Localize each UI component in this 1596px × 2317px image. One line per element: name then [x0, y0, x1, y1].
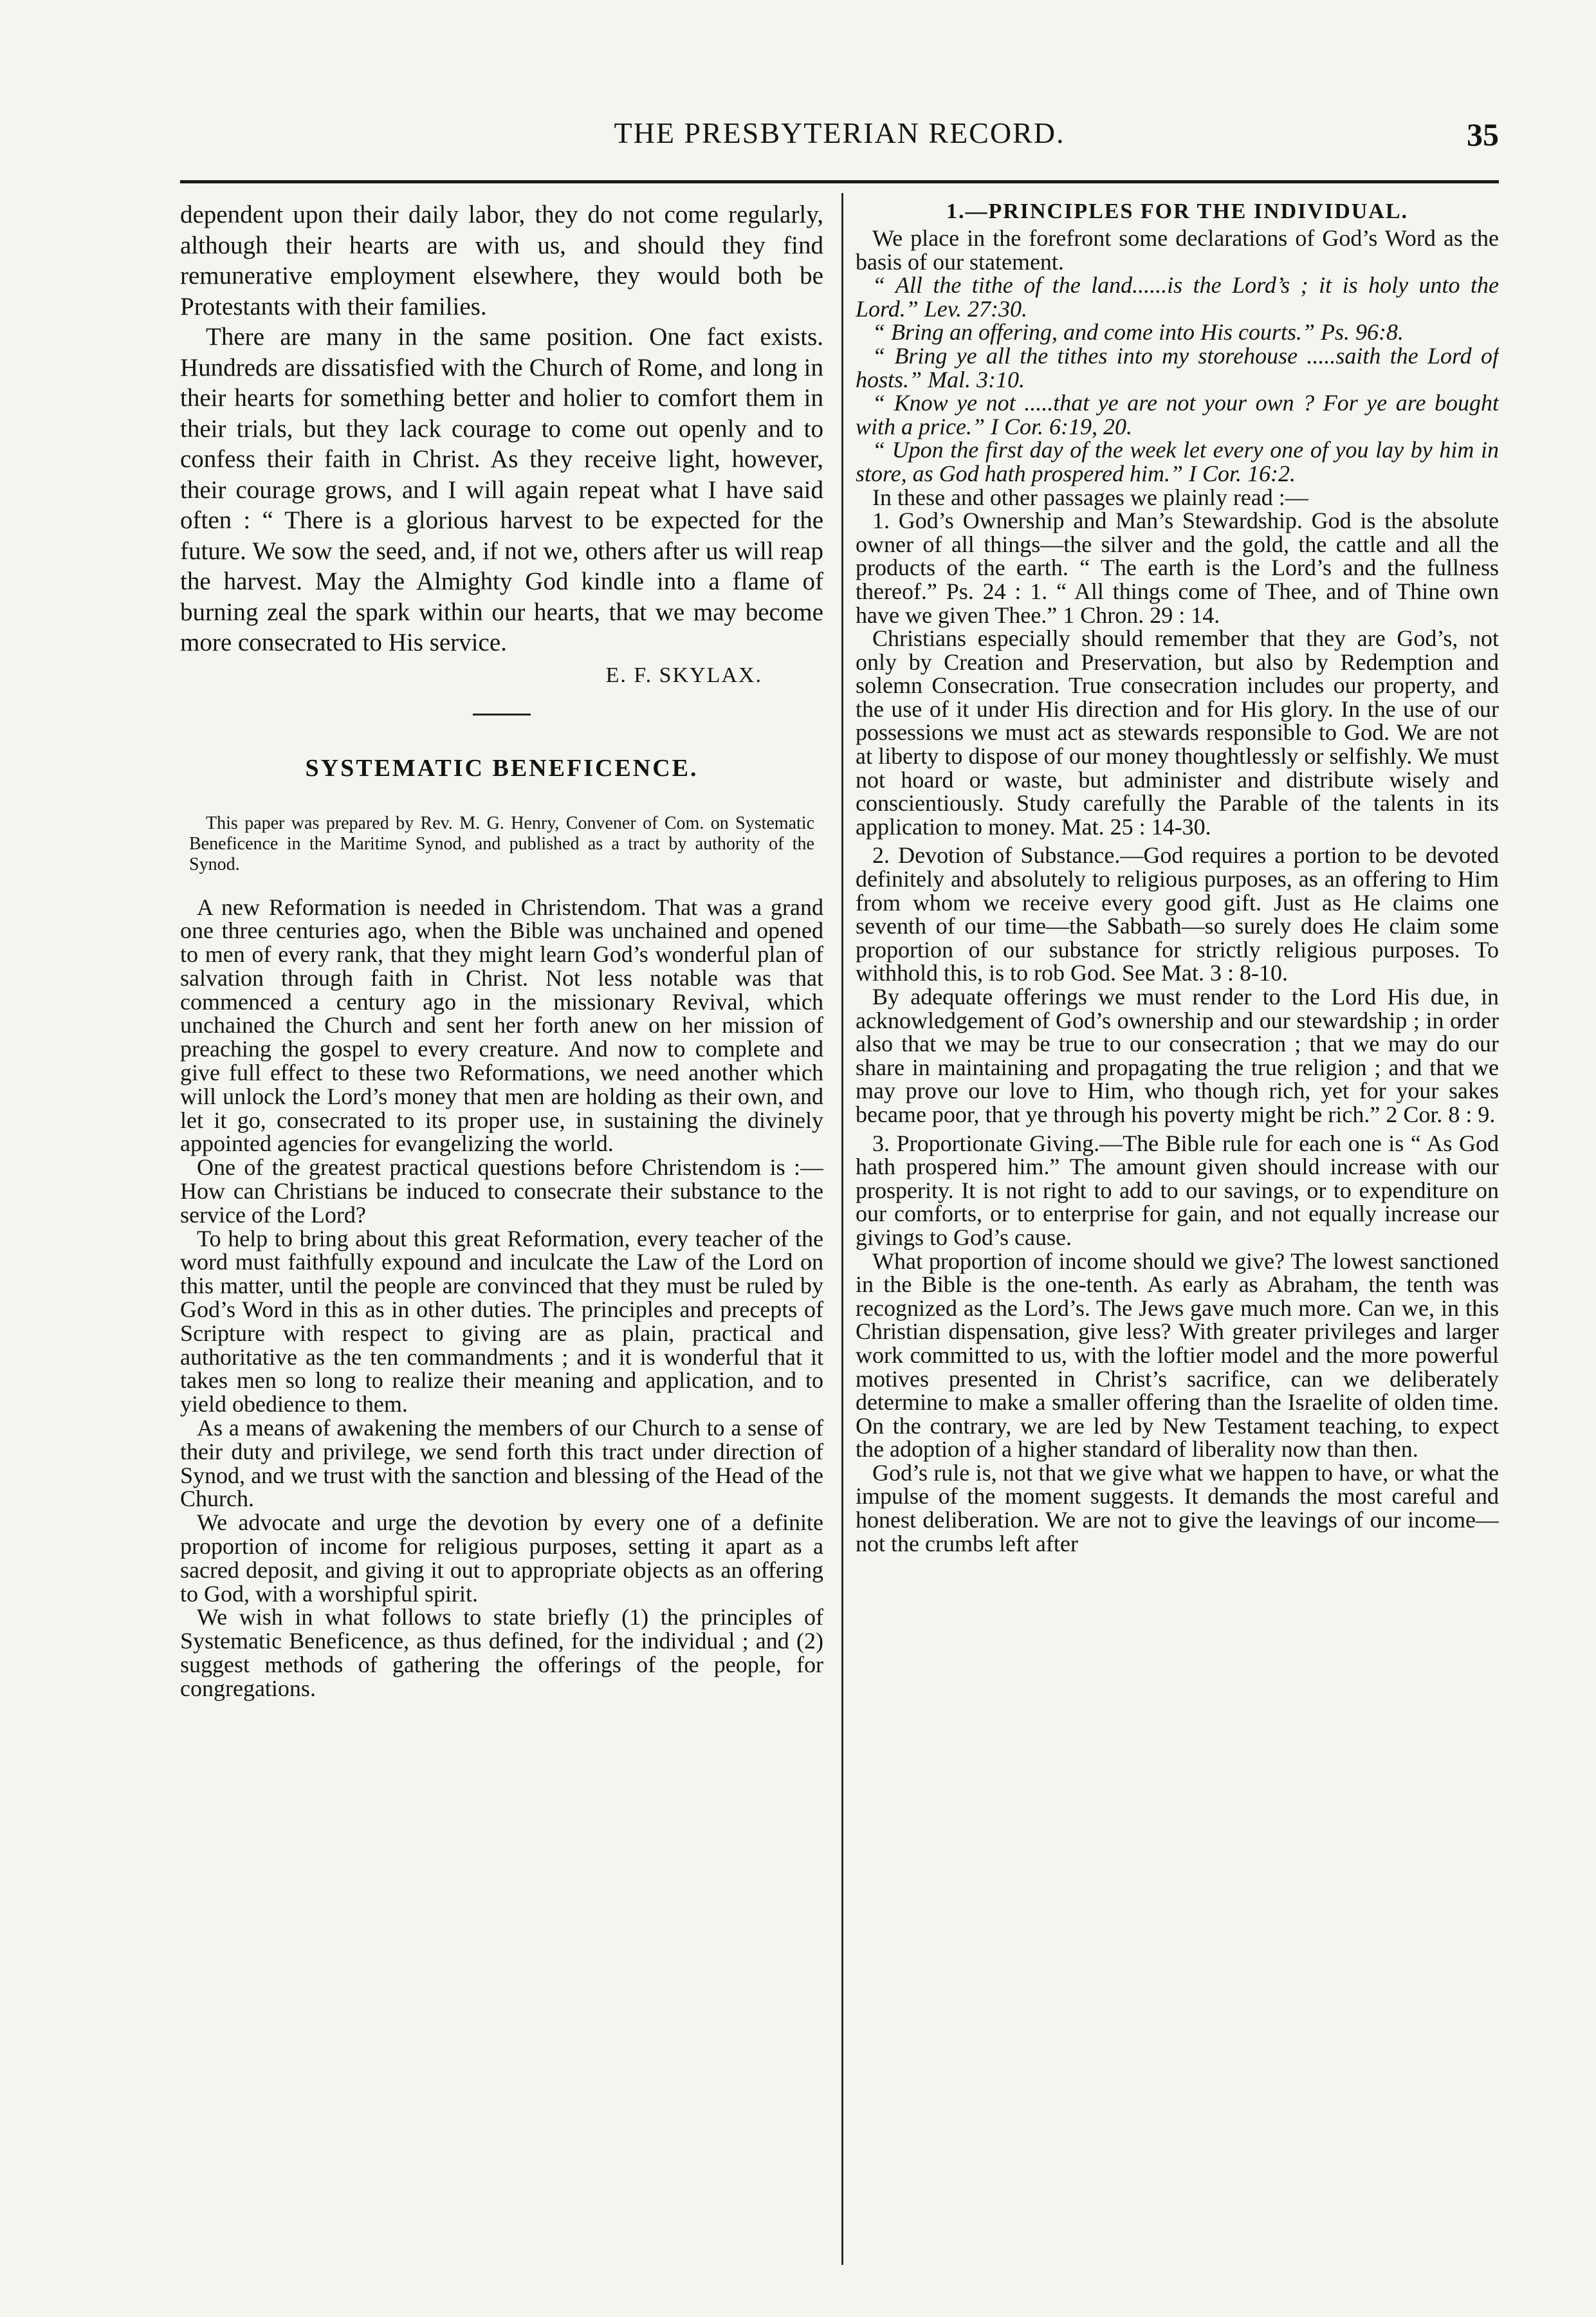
- article-paragraph: One of the greatest practical questions before Christendom is :—How can Christians be induced to consecrate their substance to the service of the Lord?: [180, 1154, 823, 1228]
- editor-note: This paper was prepared by Rev. M. G. Henry, Convener of Com. on Systematic Beneficence in the Maritime Synod, and published as a tract by authority of the Synod.: [189, 813, 814, 874]
- article-paragraph: A new Reformation is needed in Christendom. That was a grand one three centuries ago, when the Bible was unchained and opened to men of every rank, that they might learn God’s wonderful plan of salvation through faith in Christ. Not less notable was that commenced a century ago in the missionary Revival, which unchained the Church and sent her forth anew on her mission of preaching the gospel to every creature. And now to complete and give full effect to these two Reformations, we need another which will unlock the Lord’s money that men are holding as their own, and let it go, consecrated to its proper use, in sustaining the divinely appointed agencies for evangelizing the world.: [180, 894, 823, 1157]
- running-title: THE PRESBYTERIAN RECORD.: [614, 116, 1065, 149]
- subheading-principles: 1.—PRINCIPLES FOR THE INDIVIDUAL.: [946, 199, 1409, 223]
- scripture-quote: “ Upon the first day of the week let every one of you lay by him in store, as God hath prospered him.” I Cor. 16:2.: [856, 437, 1499, 486]
- section-divider: [473, 714, 531, 715]
- body-paragraph: 2. Devotion of Substance.—God requires a portion to be devoted definitely and absolutely to religious purposes, as an offering to Him from whom we receive every good gift. Just as He claims one seventh of our time—the Sabbath—so surely does He claim some proportion of our substance for strictly religious purposes. To withhold this, is to rob God. See Mat. 3 : 8-10.: [856, 842, 1499, 986]
- body-paragraph: 1. God’s Ownership and Man’s Stewardship. God is the absolute owner of all things—the silver and the gold, the cattle and all the products of the earth. “ The earth is the Lord’s and the fullness thereof.” Ps. 24 : 1. “ All things come of Thee, and of Thine own have we given Thee.” 1 Chron. 29 : 14.: [856, 508, 1499, 628]
- header-rule: [180, 180, 1499, 183]
- scripture-quote: “ All the tithe of the land......is the Lord’s ; it is holy unto the Lord.” Lev. 27:30.: [856, 272, 1499, 322]
- body-paragraph: God’s rule is, not that we give what we happen to have, or what the impulse of the moment suggests. It demands the most careful and honest deliberation. We are not to give the leavings of our income—not the crumbs left after: [856, 1459, 1499, 1556]
- right-column: [856, 199, 1499, 2278]
- body-paragraph: In these and other passages we plainly read :—: [872, 484, 1308, 510]
- section-title: SYSTEMATIC BENEFICENCE.: [305, 754, 699, 782]
- body-paragraph: Christians especially should remember that they are God’s, not only by Creation and Preservation, but also by Redemption and solemn Consecration. True consecration includes our property, and the use of it under His direction and for His glory. In the use of our possessions we must act as stewards responsible to God. We are not at liberty to dispose of our money thoughtlessly or selfishly. We must not hoard or waste, but administer and distribute wisely and conscientiously. Study carefully the Parable of the talents in its application to money. Mat. 25 : 14-30.: [856, 625, 1499, 840]
- scripture-quote: “ Bring an offering, and come into His courts.” Ps. 96:8.: [872, 319, 1404, 346]
- article-paragraph: As a means of awakening the members of our Church to a sense of their duty and privilege, we send forth this tract under direction of Synod, and we trust with the sanction and blessing of the Head of the Church.: [180, 1415, 823, 1512]
- column-divider: [841, 193, 843, 2265]
- page-number: 35: [1467, 116, 1499, 152]
- page-header: [180, 116, 1499, 174]
- article-paragraph: We advocate and urge the devotion by every one of a definite proportion of income for religious purposes, setting it apart as a sacred deposit, and giving it out to appropriate objects as an offering to God, with a worshipful spirit.: [180, 1509, 823, 1607]
- scripture-quote: “ Know ye not .....that ye are not your own ? For ye are bought with a price.” I Cor. 6:19, 20.: [856, 390, 1499, 439]
- body-paragraph: What proportion of income should we give? The lowest sanctioned in the Bible is the one-tenth. As early as Abraham, the tenth was recognized as the Lord’s. The Jews gave much more. Can we, in this Christian dispensation, give less? With greater privileges and larger work committed to us, with the loftier model and the more powerful motives presented in Christ’s sacrifice, can we deliberately determine to make a smaller offering than the Israelite of olden time. On the contrary, we are led by New Testament teaching, to expect the adoption of a higher standard of liberality now than then.: [856, 1248, 1499, 1463]
- body-paragraph: By adequate offerings we must render to the Lord His due, in acknowledgement of God’s ownership and our stewardship ; in order also that we may be true to our consecration ; that we may do our share in maintaining and propagating the true religion ; and that we may prove our love to Him, who though rich, yet for your sakes became poor, that ye through his poverty might be rich.” 2 Cor. 8 : 9.: [856, 984, 1499, 1127]
- intro-paragraph: There are many in the same position. One fact exists. Hundreds are dissatisfied with the Church of Rome, and long in their hearts for something better and holier to comfort them in their trials, but they lack courage to come out openly and to confess their faith in Christ. As they receive light, however, their courage grows, and I will again repeat what I have said often : “ There is a glorious harvest to be expected for the future. We sow the seed, and, if not we, others after us will reap the harvest. May the Almighty God kindle into a flame of burning zeal the spark within our hearts, that we may become more consecrated to His service.: [180, 323, 823, 656]
- lead-paragraph: We place in the forefront some declarations of God’s Word as the basis of our statement.: [856, 225, 1499, 275]
- article-paragraph: We wish in what follows to state briefly (1) the principles of Systematic Beneficence, as thus defined, for the individual ; and (2) suggest methods of gathering the offerings of the people, for congregations.: [180, 1604, 823, 1701]
- left-column: [180, 199, 823, 2278]
- scripture-quote: “ Bring ye all the tithes into my storehouse .....saith the Lord of hosts.” Mal. 3:10.: [856, 342, 1499, 392]
- article-paragraph: To help to bring about this great Reformation, every teacher of the word must faithfully expound and inculcate the Law of the Lord on this matter, until the people are convinced that they must be ruled by God’s Word in this as in other duties. The principles and precepts of Scripture with respect to giving are as plain, practical and authoritative as the ten commandments ; and it is wonderful that it takes men so long to realize their meaning and application, and to yield obedience to them.: [180, 1225, 823, 1417]
- body-paragraph: 3. Proportionate Giving.—The Bible rule for each one is “ As God hath prospered him.” The amount given should increase with our prosperity. It is not right to add to our savings, or to expenditure on our comforts, or to enterprise for gain, and not equally increase our givings to God’s cause.: [856, 1130, 1499, 1250]
- author-signature: E. F. SKYLAX.: [605, 663, 762, 687]
- intro-paragraph: dependent upon their daily labor, they do not come regularly, although their hearts are with us, and should they find remunerative employment elsewhere, they would both be Protestants with their families.: [180, 201, 823, 320]
